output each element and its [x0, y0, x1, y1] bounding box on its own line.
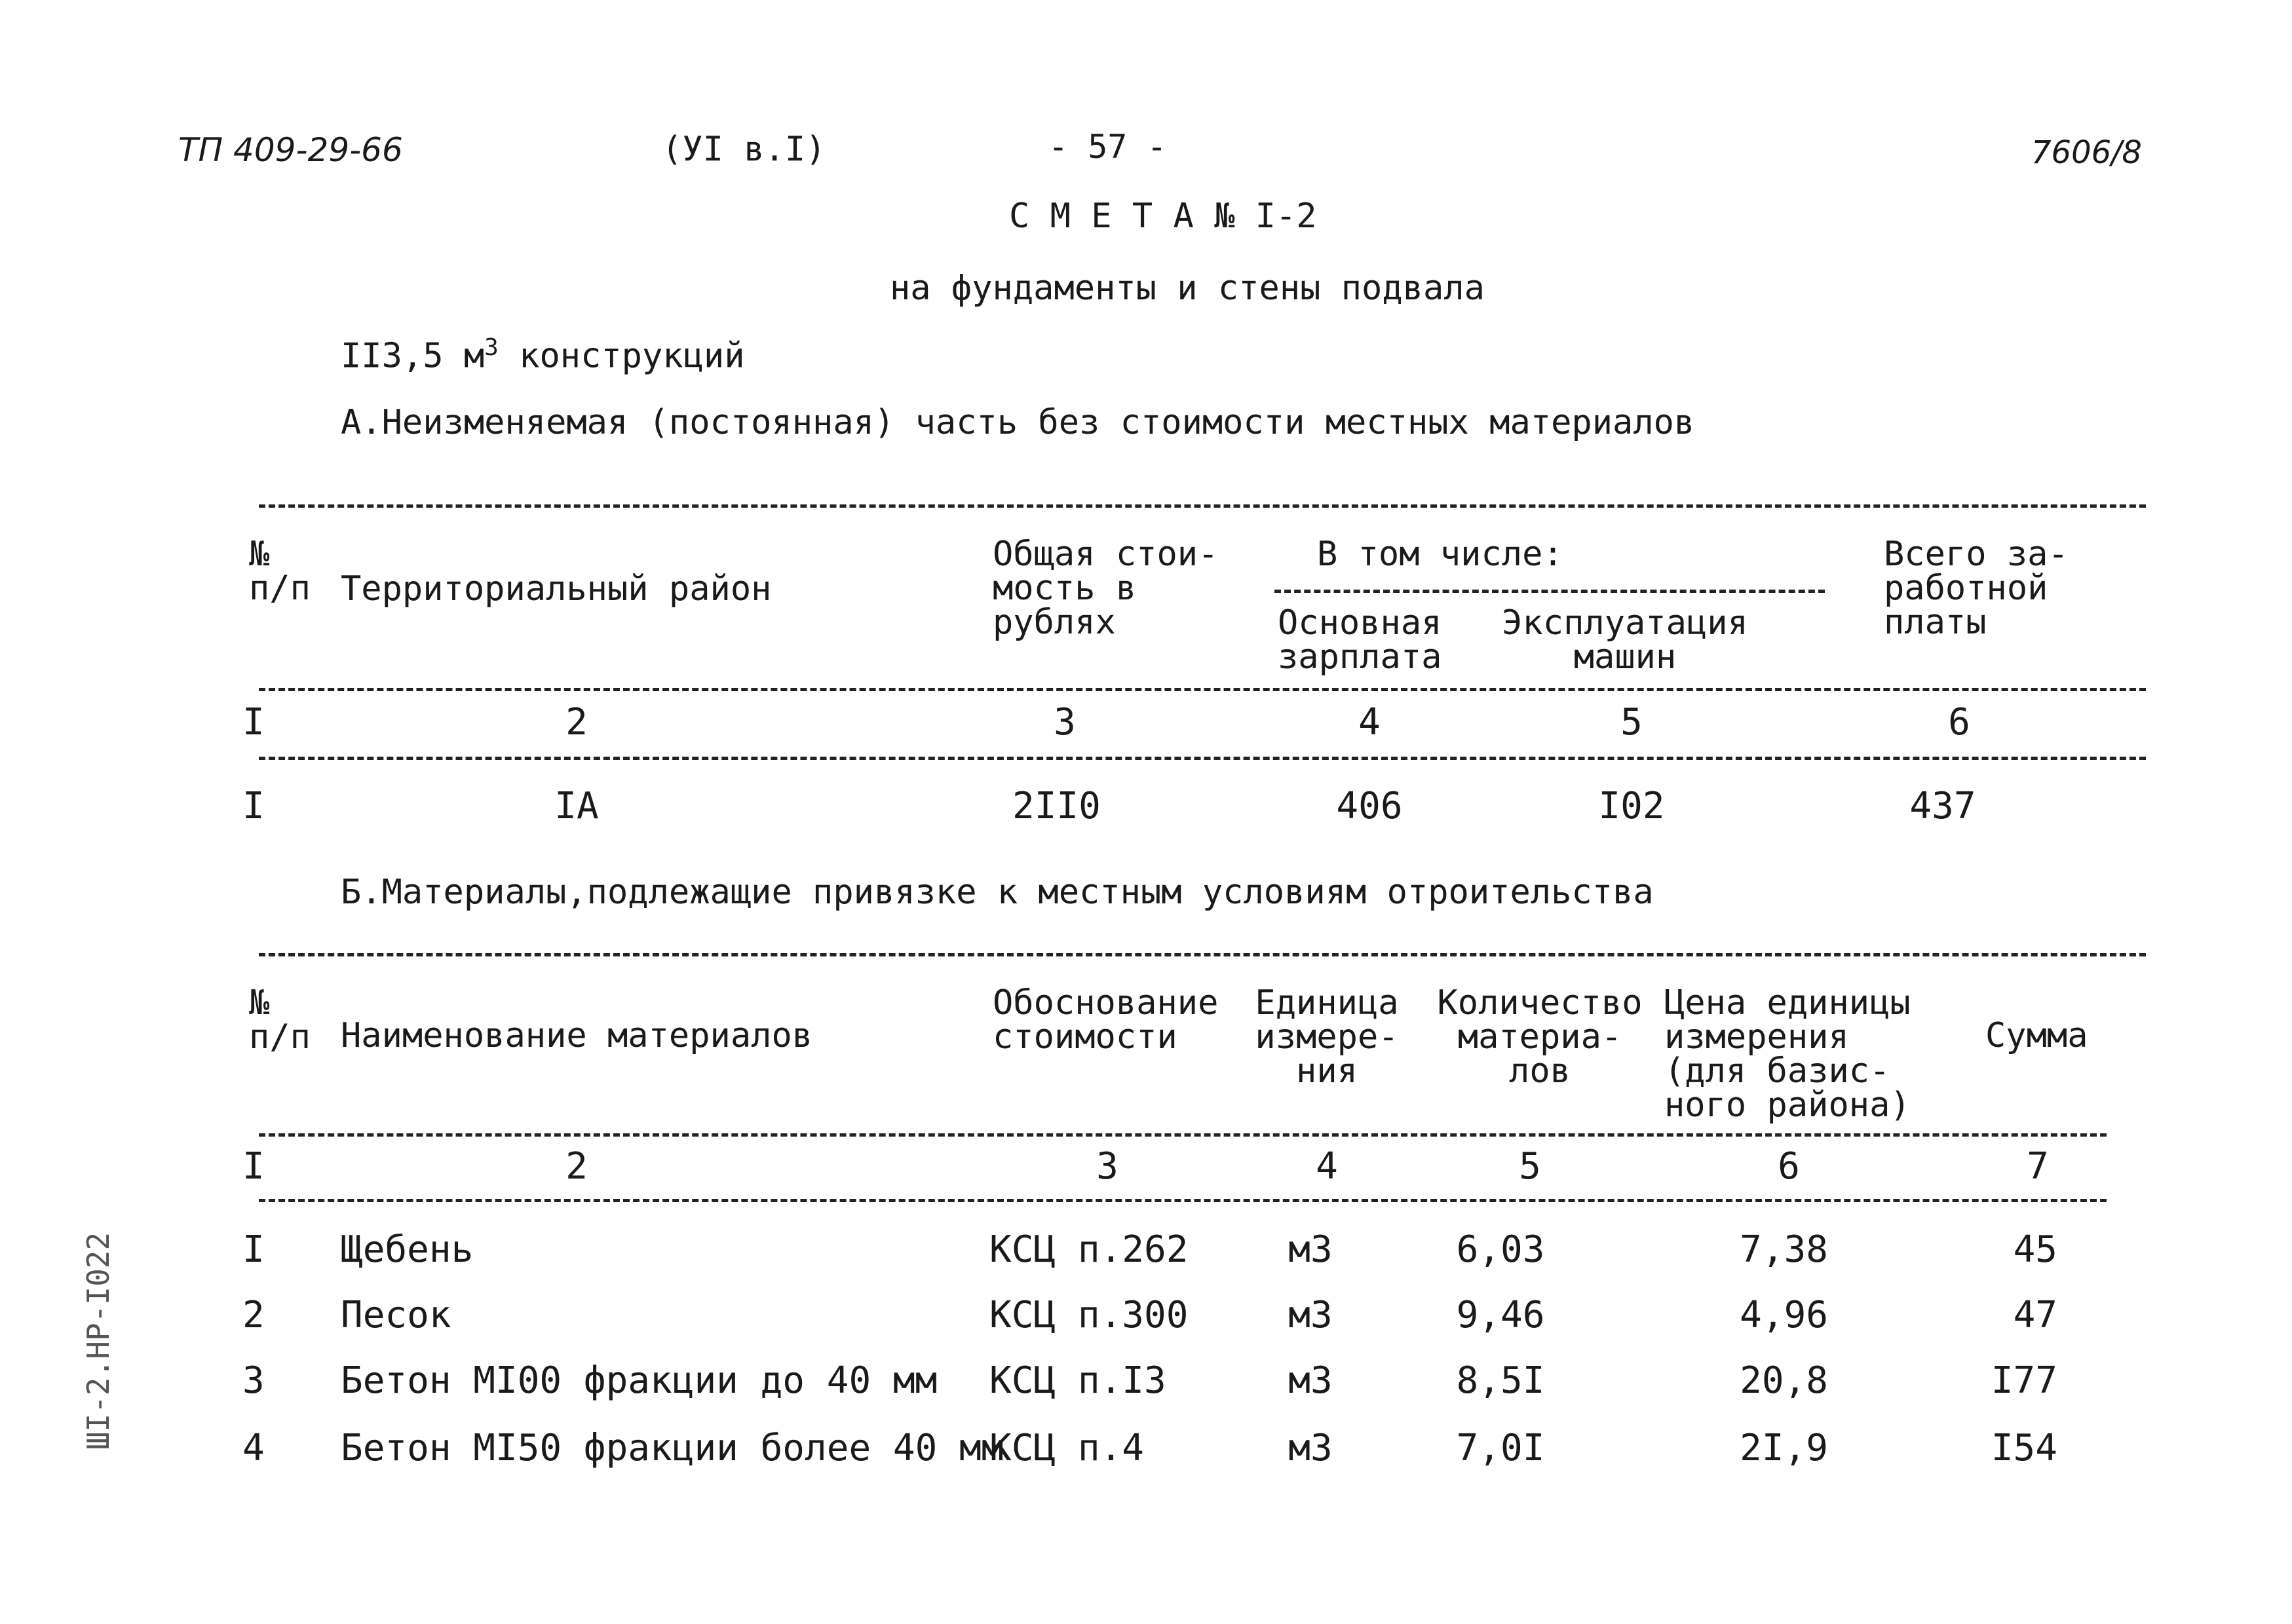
table-b-cell-qty: 6,03: [1456, 1228, 1545, 1271]
table-b-colnum-5: 5: [1519, 1145, 1541, 1188]
table-a-header-salary: Основная зарплата: [1278, 603, 1442, 677]
table-b-cell-qty: 7,0I: [1456, 1427, 1545, 1469]
table-b-cell-name: Песок: [341, 1294, 451, 1336]
table-b-cell-unit: м3: [1288, 1294, 1333, 1336]
table-b-colnum-2: 2: [565, 1145, 588, 1188]
table-a-header-num: № п/п: [249, 535, 311, 608]
table-b-cell-sum: 45: [2013, 1228, 2057, 1271]
table-b-cell-basis: КСЦ п.300: [989, 1294, 1189, 1336]
table-b-cell-price: 2I,9: [1740, 1427, 1828, 1469]
table-b-cell-name: Щебень: [341, 1228, 474, 1271]
table-b-colnum-3: 3: [1096, 1145, 1118, 1188]
table-b-cell-name: Бетон МI50 фракции более 40 мм: [341, 1427, 1004, 1469]
table-b-header-unit: Единица измере- ния: [1255, 983, 1399, 1091]
table-a-header-total: Общая стои- мость в рублях: [993, 535, 1219, 642]
table-a-header-including: В том числе:: [1317, 535, 1563, 574]
table-a-header-total-salary: Всего за- работной платы: [1884, 535, 2069, 642]
table-b-cell-sum: I77: [1991, 1359, 2057, 1402]
table-a-colnum-3: 3: [1054, 701, 1076, 744]
table-a-header-rule: [259, 688, 2146, 691]
table-b-cell-price: 7,38: [1740, 1228, 1828, 1271]
table-b-cell-basis: КСЦ п.I3: [989, 1359, 1166, 1402]
estimate-title: С М Е Т А № I-2: [1009, 197, 1317, 236]
table-a-header-machines: Эксплуатация машин: [1502, 603, 1748, 677]
table-b-cell-qty: 9,46: [1456, 1294, 1545, 1336]
page-number: - 57 -: [1048, 128, 1167, 166]
table-b-cell-name: Бетон МI00 фракции до 40 мм: [341, 1359, 938, 1402]
table-a-colnum-1: I: [242, 701, 265, 744]
estimate-subtitle: на фундаменты и стены подвала: [890, 269, 1485, 308]
table-a-cell-num: I: [242, 785, 265, 827]
table-a-top-rule: [259, 504, 2146, 508]
table-b-cell-unit: м3: [1288, 1359, 1333, 1402]
table-b-cell-basis: КСЦ п.262: [989, 1228, 1189, 1271]
table-b-header-rule: [259, 1133, 2107, 1137]
table-b-cell-unit: м3: [1288, 1228, 1333, 1271]
side-stamp: ШI-2.НР-I022: [81, 1232, 116, 1450]
table-a-colnum-6: 6: [1948, 701, 1970, 744]
table-a-colnum-rule: [259, 757, 2146, 760]
document-code: ТП 409-29-66: [178, 131, 403, 169]
table-b-cell-sum: I54: [1991, 1427, 2057, 1469]
table-a-colnum-2: 2: [565, 701, 588, 744]
table-b-colnum-1: I: [242, 1145, 265, 1188]
table-b-top-rule: [259, 953, 2146, 956]
table-b-cell-num: 3: [242, 1359, 265, 1402]
section-a-title: А.Неизменяемая (постоянная) часть без стоимости местных материалов: [341, 403, 1695, 442]
table-b-header-num: № п/п: [249, 983, 311, 1057]
table-b-colnum-4: 4: [1316, 1145, 1338, 1188]
table-b-cell-num: I: [242, 1228, 265, 1271]
table-b-header-price: Цена единицы измерения (для базис- ного района): [1664, 983, 1911, 1125]
table-b-cell-num: 2: [242, 1294, 265, 1336]
table-b-cell-basis: КСЦ п.4: [989, 1427, 1145, 1469]
table-b-header-qty: Количество материа- лов: [1437, 983, 1643, 1091]
table-a-colnum-5: 5: [1620, 701, 1643, 744]
table-b-header-name: Наименование материалов: [341, 1016, 813, 1055]
table-b-header-basis: Обоснование стоимости: [993, 983, 1219, 1057]
table-a-cell-salary: 406: [1336, 785, 1403, 827]
sheet-code: 7606/8: [2031, 134, 2142, 171]
table-b-colnum-rule: [259, 1199, 2107, 1202]
table-b-cell-qty: 8,5I: [1456, 1359, 1545, 1402]
volume-label: (УI в.I): [662, 130, 826, 169]
table-b-cell-price: 4,96: [1740, 1294, 1828, 1336]
table-b-colnum-6: 6: [1778, 1145, 1800, 1188]
table-a-cell-total: 2II0: [1012, 785, 1101, 827]
section-b-title: Б.Материалы,подлежащие привязке к местным условиям отроительства: [341, 873, 1654, 912]
table-b-cell-price: 20,8: [1740, 1359, 1828, 1402]
table-b-cell-num: 4: [242, 1427, 265, 1469]
table-a-header-district: Территориальный район: [341, 569, 772, 609]
table-b-cell-unit: м3: [1288, 1427, 1333, 1469]
table-a-cell-total-salary: 437: [1909, 785, 1976, 827]
table-a-cell-machines: I02: [1598, 785, 1665, 827]
table-a-cell-district: IА: [554, 785, 599, 827]
construction-volume: II3,5 $м^3$ конструкций: [341, 334, 745, 376]
table-a-including-rule: [1274, 590, 1825, 593]
table-a-colnum-4: 4: [1358, 701, 1381, 744]
table-b-cell-sum: 47: [2013, 1294, 2057, 1336]
table-b-header-sum: Сумма: [1985, 1016, 2088, 1055]
table-b-colnum-7: 7: [2027, 1145, 2049, 1188]
